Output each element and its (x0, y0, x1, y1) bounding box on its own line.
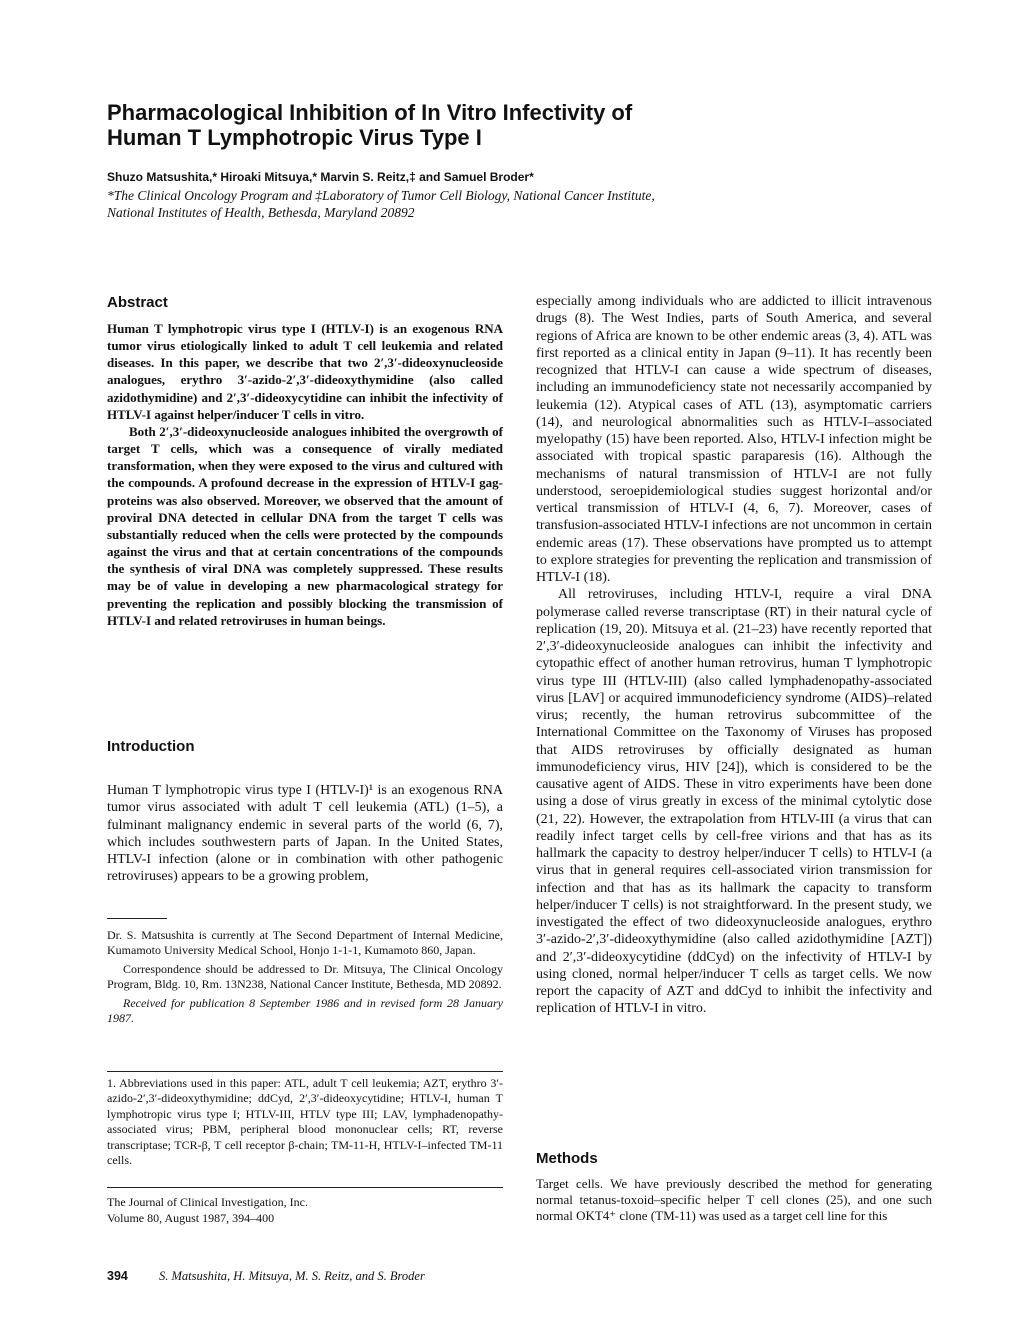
abstract-body (107, 320, 503, 629)
running-footer-authors: S. Matsushita, H. Mitsuya, M. S. Reitz, and S. Broder (159, 1269, 425, 1283)
page-footer (107, 1268, 807, 1284)
journal-name: The Journal of Clinical Investigation, Inc. (107, 1195, 308, 1209)
affiliation-line-2: National Institutes of Health, Bethesda, Maryland 20892 (107, 205, 415, 220)
introduction-paragraph-1: Human T lymphotropic virus type I (HTLV-I)¹ is an exogenous RNA tumor virus associated with adult T cell leukemia (ATL) (1–5), a fulminant malignancy endemic in several parts of the world (6, 7), which includes southwestern parts of Japan. In the United States, HTLV-I infection (alone or in combination with other pathogenic retroviruses) appears to be a growing problem, (107, 783, 503, 885)
abstract-paragraph-1: Human T lymphotropic virus type I (HTLV-I) is an exogenous RNA tumor virus etiologically linked to adult T cell leukemia and related diseases. In this paper, we describe that two 2′,3′-dideoxynucleoside analogues, erythro 3′-azido-2′,3′-dideoxythymidine (also called azidothymidine) and 2′,3′-dideoxycytidine can inhibit the infectivity of HTLV-I against helper/inducer T cells in vitro. (107, 321, 503, 422)
right-paragraph-1: especially among individuals who are addicted to illicit intravenous drugs (8). The West Indies, parts of South America, and several regions of Africa are known to be other endemic areas (3, 4). ATL was first reported as a clinical entity in Japan (9–11). It has recently been recognized that HTLV-I can cause a wide spectrum of diseases, including an immunodeficiency state not necessarily accompanied by leukemia (12). Atypical cases of ATL (13), asymptomatic carriers (14), and neurological abnormalities such as HTLV-I–associated myelopathy (15) have been reported. Also, HTLV-I infection might be associated with tropical spastic paraparesis (16). Although the mechanisms of natural transmission of HTLV-I are not fully understood, seroepidemiological studies suggest horizontal and/or vertical transmission of HTLV-I (4, 6, 7). Moreover, cases of transfusion-associated HTLV-I infections are not uncommon in certain endemic areas (17). These observations have prompted us to attempt to explore strategies for preventing the replication and transmission of HTLV-I (18). (536, 294, 932, 585)
methods-body (536, 1176, 932, 1224)
abbreviations-divider (107, 1071, 503, 1072)
footnote-divider (107, 918, 167, 919)
author-note-correspondence: Correspondence should be addressed to Dr. Mitsuya, The Clinical Oncology Program, Bldg. 10, Rm. 13N238, National Cancer Institute, Bethesda, MD 20892. (107, 961, 503, 992)
page-number: 394 (107, 1269, 128, 1283)
right-paragraph-2: All retroviruses, including HTLV-I, require a viral DNA polymerase called reverse transcriptase (RT) in their natural cycle of replication (19, 20). Mitsuya et al. (21–23) have recently reported that 2′,3′-dideoxynucleoside analogues can inhibit the infectivity and cytopathic effect of another human retrovirus, human T lymphotropic virus type III (HTLV-III) (also called lymphadenopathy-associated virus [LAV] or acquired immunodeficiency syndrome (AIDS)–related virus; recently, the human retrovirus subcommittee of the International Committee on the Taxonomy of Viruses has proposed that AIDS retroviruses by officially designated as human immunodeficiency virus, HIV [24]), which is considered to be the causative agent of AIDS. These in vitro experiments have been done using a dose of virus greatly in excess of the minimal cytolytic dose (21, 22). However, the extrapolation from HTLV-III (a virus that can readily infect target cells by cell-free virions and that has as its hallmark the capacity to destroy helper/inducer T cells) to HTLV-I (a virus that in general requires cell-associated virion transmission for infection and that has as its hallmark the capacity to transform helper/inducer T cells) is not straightforward. In the present study, we investigated the effect of two dideoxynucleoside analogues, erythro 3′-azido-2′,3′-dideoxythymidine (also called azidothymidine [AZT]) and 2′,3′-dideoxycytidine (ddCyd) on the infectivity of HTLV-I by using cloned, normal helper/inducer T cells as target cells. We now report the capacity of AZT and ddCyd to inhibit the infectivity and replication of HTLV-I in vitro. (536, 587, 932, 1017)
author-note-affiliation: Dr. S. Matsushita is currently at The Second Department of Internal Medicine, Kumamoto University Medical School, Honjo 1-1-1, Kumamoto 860, Japan. (107, 928, 503, 958)
author-note-received: Received for publication 8 September 1986 and in revised form 28 January 1987. (107, 995, 503, 1026)
introduction-body (107, 782, 503, 886)
abstract-paragraph-2: Both 2′,3′-dideoxynucleoside analogues inhibited the overgrowth of target T cells, which was a consequence of virally mediated transformation, when they were exposed to the virus and cultured with the compounds. A profound decrease in the expression of HTLV-I gag-proteins was also observed. Moreover, we observed that the amount of proviral DNA detected in cellular DNA from the target T cells was substantially reduced when the cells were protected by the compounds against the virus and that at certain concentrations of the compounds the synthesis of viral DNA was completely suppressed. These results may be of value in developing a new pharmacological strategy for preventing the replication and possibly blocking the transmission of HTLV-I and related retroviruses in human beings. (107, 423, 503, 628)
right-column-body (536, 293, 932, 1018)
methods-heading: Methods (536, 1150, 598, 1167)
affiliation (107, 187, 927, 221)
page-title (107, 100, 907, 150)
methods-paragraph-1: Target cells. We have previously described the method for generating normal tetanus-toxoid–specific helper T cell clones (25), and one such normal OKT4⁺ clone (TM-11) was used as a target cell line for this (536, 1176, 932, 1223)
title-line-1: Pharmacological Inhibition of In Vitro Infectivity of (107, 100, 633, 125)
abbreviations-text: 1. Abbreviations used in this paper: ATL, adult T cell leukemia; AZT, erythro 3′-azido-2′,3′-dideoxythymidine; ddCyd, 2′,3′-dideoxycytidine; HTLV-I, human T lymphotropic virus type I; HTLV-III, HTLV type III; LAV, lymphadenopathy-associated virus; PBM, peripheral blood mononuclear cells; RT, reverse transcriptase; TCR-β, T cell receptor β-chain; TM-11-H, HTLV-I–infected TM-11 cells. (107, 1076, 503, 1168)
affiliation-line-1: *The Clinical Oncology Program and ‡Laboratory of Tumor Cell Biology, National Cancer Institute, (107, 188, 655, 203)
title-line-2: Human T Lymphotropic Virus Type I (107, 125, 482, 150)
introduction-heading: Introduction (107, 738, 195, 755)
abstract-heading: Abstract (107, 294, 168, 311)
author-notes (107, 928, 503, 1026)
journal-divider (107, 1187, 503, 1188)
journal-info (107, 1195, 503, 1226)
author-list: Shuzo Matsushita,* Hiroaki Mitsuya,* Marvin S. Reitz,‡ and Samuel Broder* (107, 170, 534, 184)
journal-volume: Volume 80, August 1987, 394–400 (107, 1210, 275, 1225)
abbreviations-footnote (107, 1076, 503, 1168)
